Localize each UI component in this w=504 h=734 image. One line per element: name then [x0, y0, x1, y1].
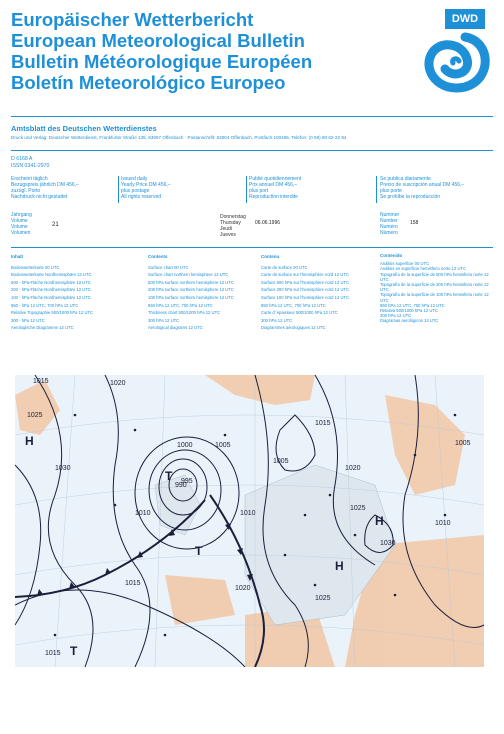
volume-value: 21	[52, 222, 59, 228]
toc-item: 850 hPa 12 UTC, 700 hPa 12 UTC	[380, 302, 445, 308]
toc-item: 300 hPa 12 UTC	[380, 313, 412, 319]
weekday-label: Jueves	[220, 232, 236, 238]
issue-date: 06.06.1996	[255, 220, 281, 226]
column-divider	[246, 176, 247, 203]
toc-item: Topografía de la superficie de 500 hPa hemisferio norte 12 UTC	[380, 271, 489, 282]
toc-item: Análisis en superficie hemisferio norte 12 UTC	[380, 266, 467, 272]
toc-item: 850 hPa 12 UTC, 700 hPa 12 UTC	[261, 302, 326, 308]
volume-label: Volume	[11, 224, 28, 230]
weekday-labels	[220, 214, 246, 238]
toc-heading: Contents	[148, 254, 168, 259]
volume-labels	[11, 212, 32, 236]
number-labels	[380, 212, 399, 236]
issn-number: ISSN 0341-2970	[11, 162, 50, 169]
isobar-label: 1020	[235, 585, 251, 592]
info-line: plus porte	[380, 188, 402, 194]
isobar-label: 1015	[33, 378, 49, 385]
toc-item: 300 hPa 12 UTC	[148, 317, 180, 323]
toc-item: Surface 500 hPa sur l'hemisphère nord 12 UTC	[261, 279, 350, 285]
address-rule	[11, 150, 493, 151]
number-label: Number	[380, 218, 398, 224]
info-line: Precio de suscripción anual DM 456,–	[380, 182, 465, 188]
toc-item: Carte de surface 00 UTC	[261, 264, 308, 270]
info-fr	[249, 176, 301, 200]
toc-item: Aerological diagrams 12 UTC	[148, 325, 203, 331]
info-de	[11, 176, 79, 200]
issue-code: D 6168 A	[11, 156, 33, 162]
weather-map-graphic	[15, 375, 484, 667]
toc-item: Carte de surface sur l'hemisphère nord 12 UTC	[261, 272, 349, 278]
isobar-label: 1000	[177, 442, 193, 449]
toc-item: 300 hPa 12 UTC	[261, 317, 293, 323]
low-pressure-center: T	[165, 469, 173, 483]
toc-item: Relativa 500/1000 hPa 12 UTC	[380, 308, 438, 314]
toc-item: Surface 200 hPa sur l'hemisphère nord 12 UTC	[261, 287, 350, 293]
info-line: Issued daily	[121, 176, 148, 182]
info-line: Se publica diariamente	[380, 176, 431, 182]
isobar-label: 1015	[125, 580, 141, 587]
toc-item: 500 hPa surface northern hemisphere 12 UTC	[148, 279, 234, 285]
toc-item: 200 - hPa-Fläche Nordhemisphäre 12 UTC	[11, 287, 91, 293]
isobar-label: 1010	[240, 510, 256, 517]
info-line: Nachdruck nicht gestattet	[11, 194, 68, 200]
info-line: Yearly Price DM 456,–	[121, 182, 171, 188]
toc-heading: Inhalt	[11, 254, 23, 259]
info-line: plus port	[249, 188, 269, 194]
title-spanish: Boletín Meteorológico Europeo	[11, 72, 286, 93]
publisher-line: Amtsblatt des Deutschen Wetterdienstes	[11, 124, 157, 133]
volume-label: Volume	[11, 218, 28, 224]
info-line: Prix annuel DM 456,–	[249, 182, 298, 188]
number-label: Número	[380, 230, 398, 236]
toc-item: Relative Topographie 500/1000 hPa 12 UTC	[11, 310, 94, 316]
isobar-label: 1025	[350, 505, 366, 512]
title-french: Bulletin Météorologique Européen	[11, 51, 313, 72]
isobar-label: 1030	[380, 540, 396, 547]
toc-item: 850 - hPa 12 UTC, 700 hPa 12 UTC	[11, 302, 79, 308]
header-rule	[11, 116, 493, 117]
isobar-label: 1020	[110, 380, 126, 387]
toc-item: 100 hPa surface northern hemisphere 12 UTC	[148, 294, 234, 300]
column-divider	[376, 176, 377, 203]
toc-item: Bodenwetterkarte Nordhemisphäre 12 UTC	[11, 272, 92, 278]
toc-item: Surface chart 00 UTC	[148, 264, 189, 270]
isobar-label: 1010	[135, 510, 151, 517]
toc-rule	[11, 247, 493, 248]
toc-item: Bodenwetterkarte 00 UTC	[11, 264, 60, 270]
info-line: Bezugspreis jährlich DM 456,–	[11, 182, 79, 188]
isobar-label: 1010	[435, 520, 451, 527]
spiral-logo-icon	[413, 9, 493, 104]
info-es	[380, 176, 464, 200]
toc-heading: Contenu	[261, 254, 280, 259]
toc-item: 300 - hPa 12 UTC	[11, 317, 45, 323]
info-en	[121, 176, 171, 200]
isobar-label: 1015	[315, 420, 331, 427]
info-line: All rights reserved	[121, 194, 162, 200]
isobar-label: 990	[175, 482, 187, 489]
surface-weather-map	[15, 375, 484, 667]
info-line: zuzügl. Porto	[11, 188, 41, 194]
toc-heading: Contenido	[380, 253, 403, 258]
toc-item: Diagramas aerológicos 12 UTC	[380, 318, 439, 324]
title-english: European Meteorological Bulletin	[11, 30, 305, 51]
dwd-logo-text: DWD	[445, 9, 485, 29]
toc-item: 100 - hPa-Fläche Nordhemisphäre 12 UTC	[11, 294, 91, 300]
isobar-label: 1015	[45, 650, 61, 657]
info-line: plus postage	[121, 188, 150, 194]
isobar-label: 1030	[55, 465, 71, 472]
toc-de	[11, 253, 93, 332]
toc-item: 850 hPa 12 UTC, 700 hPa 12 UTC	[148, 302, 213, 308]
toc-item: 500 - hPa-Fläche Nordhemisphäre 12 UTC	[11, 279, 91, 285]
weekday-label: Jeudi	[220, 226, 232, 232]
toc-item: Carte d' épaisseur 500/1000 hPa 12 UTC	[261, 310, 338, 316]
toc-es	[380, 253, 490, 324]
toc-item: Surface 100 hPa sur l'hemisphère nord 12 UTC	[261, 294, 350, 300]
info-line: Se prohíbe la reproducción	[380, 194, 441, 200]
high-pressure-center: H	[25, 434, 34, 448]
isobar-label: 1025	[27, 412, 43, 419]
toc-item: 200 hPa surface northern hemisphere 12 UTC	[148, 287, 234, 293]
toc-en	[148, 253, 234, 332]
toc-item: Diagrammes aérologiques 12 UTC	[261, 325, 326, 331]
isobar-label: 995	[181, 478, 193, 485]
high-pressure-center: H	[335, 559, 344, 573]
toc-item: Topografía de la superficie de 100 hPa hemisferio norte 12 UTC	[380, 292, 489, 303]
high-pressure-center: H	[375, 514, 384, 528]
info-line: Erscheint täglich	[11, 176, 48, 182]
bulletin-titles	[11, 9, 312, 93]
low-pressure-center: T	[70, 644, 78, 658]
low-pressure-center: T	[195, 544, 203, 558]
dwd-logo	[413, 9, 493, 104]
title-german: Europäischer Wetterbericht	[11, 9, 254, 30]
number-value: 158	[410, 220, 419, 226]
isobar-label: 1005	[455, 440, 471, 447]
toc-item: Topografía de la superficie de 200 hPa hemisferio norte 12 UTC	[380, 282, 489, 293]
isobar-label: 1005	[273, 458, 289, 465]
isobar-label: 1025	[315, 595, 331, 602]
issn-block	[11, 156, 49, 169]
number-label: Numéro	[380, 224, 398, 230]
toc-item: Análisis superficie 00 UTC	[380, 261, 430, 267]
address-line: Druck und Verlag: Deutscher Wetterdienst, Frankfurter Straße 135, 63067 Offenbach · Postanschrift: 63004 Offenbach, Postfach 100465, Telefon: (0 69) 80 62-22 84	[11, 135, 347, 140]
column-divider	[118, 176, 119, 203]
toc-fr	[261, 253, 349, 332]
info-line: Publié quotidiennement	[249, 176, 302, 182]
volume-label: Jahrgang	[11, 212, 32, 218]
info-line: Reproduction interdite	[249, 194, 298, 200]
number-label: Nummer	[380, 212, 400, 218]
toc-item: Thickness chart 500/1000 hPa 12 UTC	[148, 310, 221, 316]
volume-label: Volumen	[11, 230, 31, 236]
weekday-label: Thursday	[220, 220, 241, 226]
weekday-label: Donnerstag	[220, 214, 246, 220]
isobar-label: 1020	[345, 465, 361, 472]
toc-item: Aerologische Diagramme 12 UTC	[11, 325, 74, 331]
isobar-label: 1005	[215, 442, 231, 449]
toc-item: Surface chart northern hemisphere 12 UTC	[148, 272, 229, 278]
